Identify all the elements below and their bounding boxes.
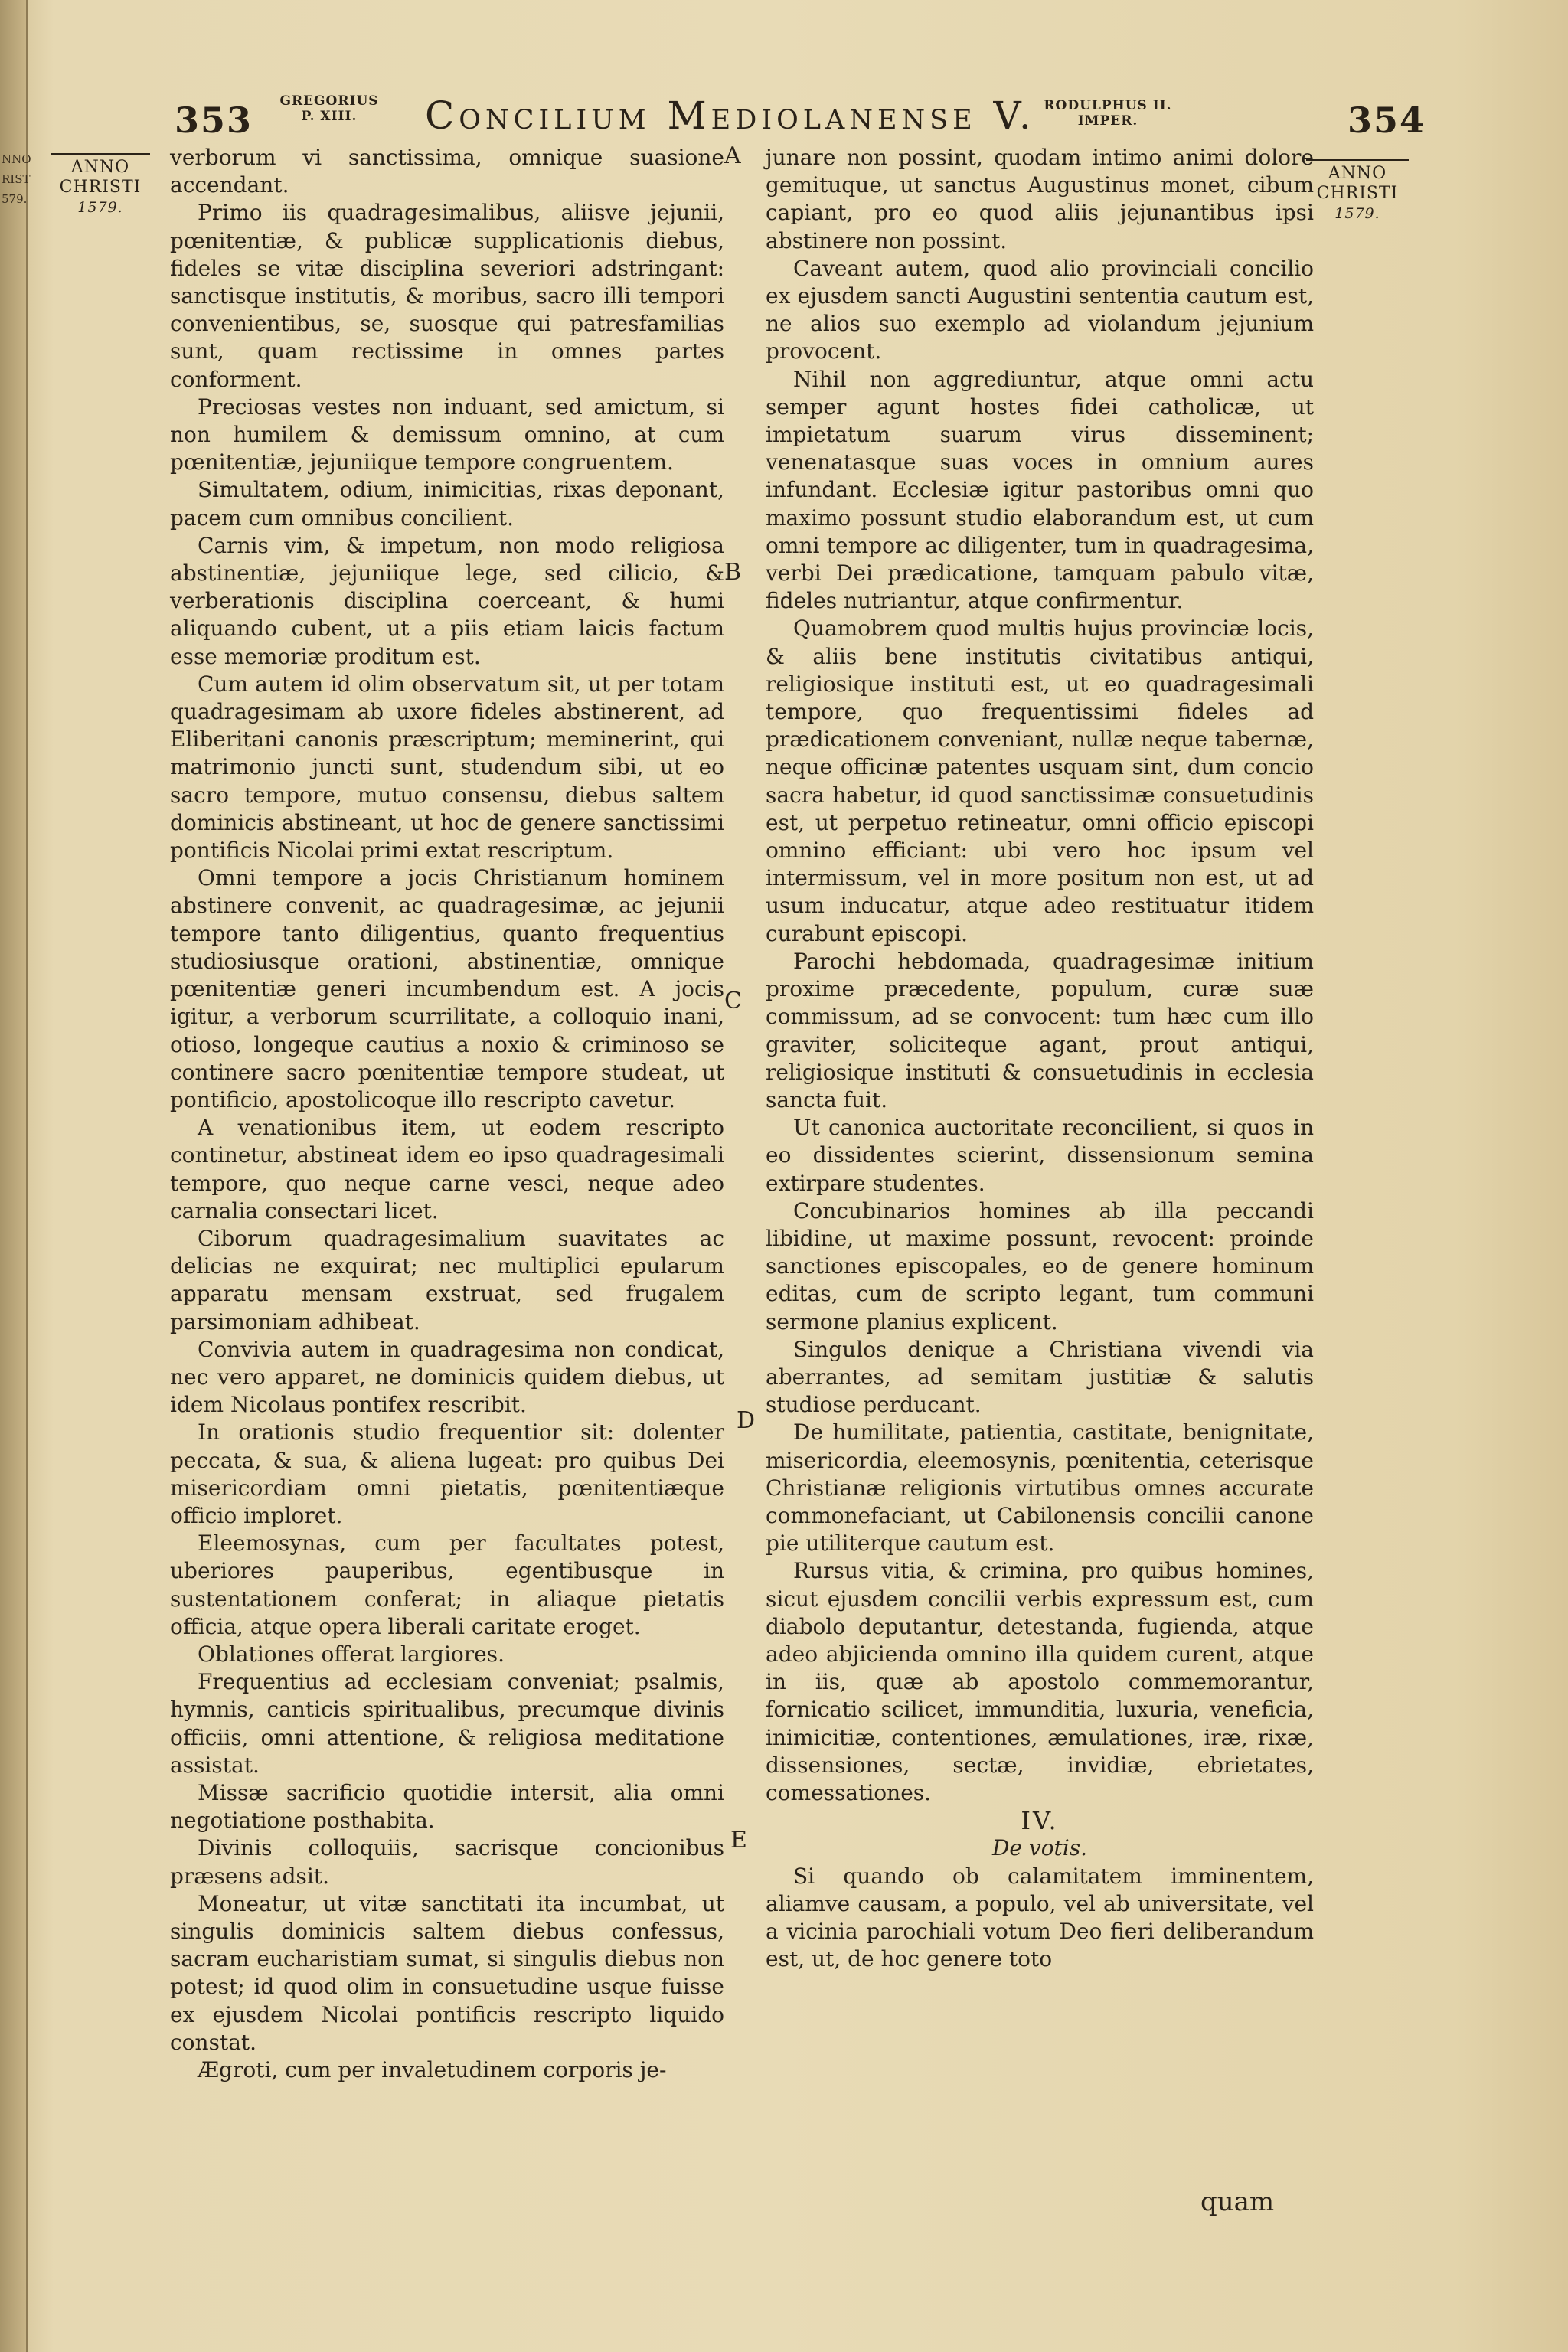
paragraph: Simultatem, odium, inimicitias, rixas deponant, pacem cum omnibus concilient. <box>170 477 724 531</box>
bleed-fragment: NNO <box>2 152 31 166</box>
paragraph: verborum vi sanctissima, omnique suasione accendant. <box>170 145 724 198</box>
margin-rule <box>51 153 150 155</box>
header-pope-name: GREGORIUS <box>279 93 379 109</box>
margin-christi: CHRISTI <box>59 178 142 197</box>
paragraph: Nihil non aggrediuntur, atque omni actu semper agunt hostes fidei catholicæ, ut impietatum suarum virus disseminent; venenatasque suas voces in omnium aures infundant. Ecclesiæ igitur pastoribus omni quo maximo possunt studio elaborandum est, ut cum omni tempore ac diligenter, tum in quadragesima, verbi Dei prædicatione, tamquam pabulo vitæ, fideles nutriantur, atque confirmentur. <box>766 366 1314 614</box>
margin-rule <box>1306 159 1409 161</box>
paragraph: Eleemosynas, cum per facultates potest, uberiores pauperibus, egentibusque in sustentationem conferat; in aliaque pietatis officia, atque opera liberali caritate eroget. <box>170 1530 724 1639</box>
paragraph: De humilitate, patientia, castitate, benignitate, misericordia, eleemosynis, pœnitentia, ceterisque Christianæ religionis virtutibus omnes accurate commonefaciant, ut Cabilonensis concilii canone pie utiliterque cautum est. <box>766 1419 1314 1557</box>
margin-christi: CHRISTI <box>1316 184 1399 203</box>
header-pope <box>276 93 383 124</box>
margin-anno: ANNO <box>1328 164 1387 183</box>
section-marker-e: E <box>730 1827 747 1854</box>
section-marker-c: C <box>724 988 742 1014</box>
paragraph: Divinis colloquiis, sacrisque concionibus præsens adsit. <box>170 1835 724 1889</box>
right-column <box>766 144 1314 1973</box>
paragraph: Concubinarios homines ab illa peccandi libidine, ut maxime possunt, revocent: proinde sanctiones episcopales, eo de genere hominum editas, cum de scripto legant, tum communi sermone planius explicent. <box>766 1197 1314 1334</box>
page-title: Concilium Mediolanense V. <box>425 93 1036 138</box>
previous-page-fragments <box>2 149 31 209</box>
paragraph: Omni tempore a jocis Christianum hominem abstinere convenit, ac quadragesimæ, ac jejunii tempore tanto diligentius, quanto frequentius studiosiusque orationi, abstinentiæ, omnique pœnitentiæ generi incumbendum est. A jocis igitur, a verborum scurrilitate, a colloquio inani, otioso, longeque cautius a noxio & criminoso se continere sacro pœnitentiæ tempore studeat, ut pontificio, apostolicoque illo rescripto cavetur. <box>170 865 724 1112</box>
section-marker-b: B <box>724 559 742 586</box>
section-paragraph: Si quando ob calamitatem imminentem, aliamve causam, a populo, vel ab universitate, vel a vicinia parochiali votum Deo fieri deliberandum est, ut, de hoc genere toto <box>766 1863 1314 1972</box>
paragraph: Ut canonica auctoritate reconcilient, si quos in eo dissidentes scierint, dissensionum semina extirpare studentes. <box>766 1115 1314 1196</box>
bleed-fragment: RIST <box>2 172 31 186</box>
margin-year: 1579. <box>77 199 123 216</box>
bleed-fragment: 579. <box>2 192 28 206</box>
header-emperor-title: IMPER. <box>1077 113 1138 129</box>
page-number-left: 353 <box>175 100 253 141</box>
paragraph: Moneatur, ut vitæ sanctitati ita incumbat, ut singulis dominicis saltem diebus confessus, sacram eucharistiam sumat, si singulis diebus non potest; id quod olim in consuetudine usque fuisse ex ejusdem Nicolai pontificis rescripto liquido constat. <box>170 1890 724 2055</box>
section-number: IV. <box>1021 1806 1059 1836</box>
paragraph: Caveant autem, quod alio provinciali concilio ex ejusdem sancti Augustini sententia cautum est, ne alios suo exemplo ad violandum jejunium provocent. <box>766 255 1314 364</box>
paragraph: Oblationes offerat largiores. <box>198 1641 505 1667</box>
left-column <box>170 144 724 2084</box>
paragraph: Convivia autem in quadragesima non condicat, nec vero apparet, ne dominicis quidem diebus, ut idem Nicolaus pontifex rescribit. <box>170 1336 724 1418</box>
running-header <box>0 83 1568 152</box>
paragraph: A venationibus item, ut eodem rescripto continetur, abstineat idem eo ipso quadragesimali tempore, quo neque carne vesci, neque adeo carnalia consectari licet. <box>170 1115 724 1223</box>
previous-page-edge <box>0 0 31 2352</box>
paragraph: Preciosas vestes non induant, sed amictum, si non humilem & demissum omnino, at cum pœnitentiæ, jejuniique tempore congruentem. <box>170 394 724 475</box>
section-title: De votis. <box>991 1835 1088 1861</box>
paragraph: junare non possint, quodam intimo animi dolore gemituque, ut sanctus Augustinus monet, cibum capiant, pro eo quod aliis jejunantibus ipsi abstinere non possint. <box>766 145 1314 253</box>
margin-note-right <box>1306 159 1409 224</box>
margin-note-left <box>51 153 150 217</box>
header-emperor-name: RODULPHUS II. <box>1044 98 1172 113</box>
header-pope-title: P. XIII. <box>301 109 358 124</box>
paragraph: Rursus vitia, & crimina, pro quibus homines, sicut ejusdem concilii verbis expressum est, cum diabolo deputantur, detestanda, fugienda, atque adeo abjicienda omnino illa quidem curent, atque in iis, quæ ab apostolo commemorantur, fornicatio scilicet, immunditia, luxuria, veneficia, inimicitiæ, contentiones, æmulationes, iræ, rixæ, dissensiones, sectæ, invidiæ, ebrietates, comessationes. <box>766 1558 1314 1805</box>
section-marker-d: D <box>737 1407 756 1434</box>
paragraph: Singulos denique a Christiana vivendi via aberrantes, ad semitam justitiæ & salutis studiose perducant. <box>766 1336 1314 1418</box>
paragraph: Cum autem id olim observatum sit, ut per totam quadragesimam ab uxore fideles abstinerent, ad Eliberitani canonis præscriptum; meminerint, qui matrimonio juncti sunt, studendum sibi, ut eo sacro tempore, mutuo consensu, diebus saltem dominicis abstineant, ut hoc de genere sanctissimi pontificis Nicolai primi extat rescriptum. <box>170 671 724 864</box>
paragraph: Primo iis quadragesimalibus, aliisve jejunii, pœnitentiæ, & publicæ supplicationis diebus, fideles se vitæ disciplina severiori adstringant: sanctisque institutis, & moribus, sacro illi tempori convenientibus, se, suosque qui patresfamilias sunt, quam rectissime in omnes partes conforment. <box>170 200 724 392</box>
paragraph: Frequentius ad ecclesiam conveniat; psalmis, hymnis, canticis spiritualibus, precumque divinis officiis, omni attentione, & religiosa meditatione assistat. <box>170 1669 724 1778</box>
page-number-right: 354 <box>1348 100 1426 141</box>
paragraph: Ciborum quadragesimalium suavitates ac delicias ne exquirat; nec multiplici epularum apparatu mensam exstruat, sed frugalem parsimoniam adhibeat. <box>170 1225 724 1334</box>
margin-anno: ANNO <box>70 158 130 177</box>
paragraph: Quamobrem quod multis hujus provinciæ locis, & aliis bene institutis civitatibus antiqui, religiosique instituti est, ut eo quadragesimali tempore, quo frequentissimi fideles ad prædicationem conveniant, nullæ neque tabernæ, neque officinæ patentes usquam sint, dum concio sacra habetur, id quod sanctissimæ consuetudinis est, ut perpetuo retineatur, omni officio episcopi omnino efficiant: ubi vero hoc ipsum vel intermissum, vel in more positum non est, ut ad usum inducatur, atque adeo restituatur itidem curabunt episcopi. <box>766 616 1314 946</box>
catchword: quam <box>1200 2187 1275 2217</box>
paragraph: Parochi hebdomada, quadragesimæ initium proxime præcedente, populum, curæ suæ commissum, ad se convocent: tum hæc cum illo graviter, soliciteque agant, prout antiqui, religiosique instituti & consuetudinis in ecclesia sancta fuit. <box>766 948 1314 1112</box>
paragraph: Ægroti, cum per invaletudinem corporis je- <box>198 2057 667 2083</box>
margin-year: 1579. <box>1334 205 1380 222</box>
paragraph: Carnis vim, & impetum, non modo religiosa abstinentiæ, jejuniique lege, sed cilicio, & verberationis disciplina coerceant, & humi aliquando cubent, ut a piis etiam laicis factum esse memoriæ proditum est. <box>170 532 724 669</box>
paragraph: Missæ sacrificio quotidie intersit, alia omni negotiatione posthabita. <box>170 1779 724 1834</box>
header-emperor <box>1035 98 1181 129</box>
paragraph: In orationis studio frequentior sit: dolenter peccata, & sua, & aliena lugeat: pro quibus Dei misericordiam omni pietatis, pœnitentiæque officio imploret. <box>170 1419 724 1528</box>
section-marker-a: A <box>724 142 741 169</box>
